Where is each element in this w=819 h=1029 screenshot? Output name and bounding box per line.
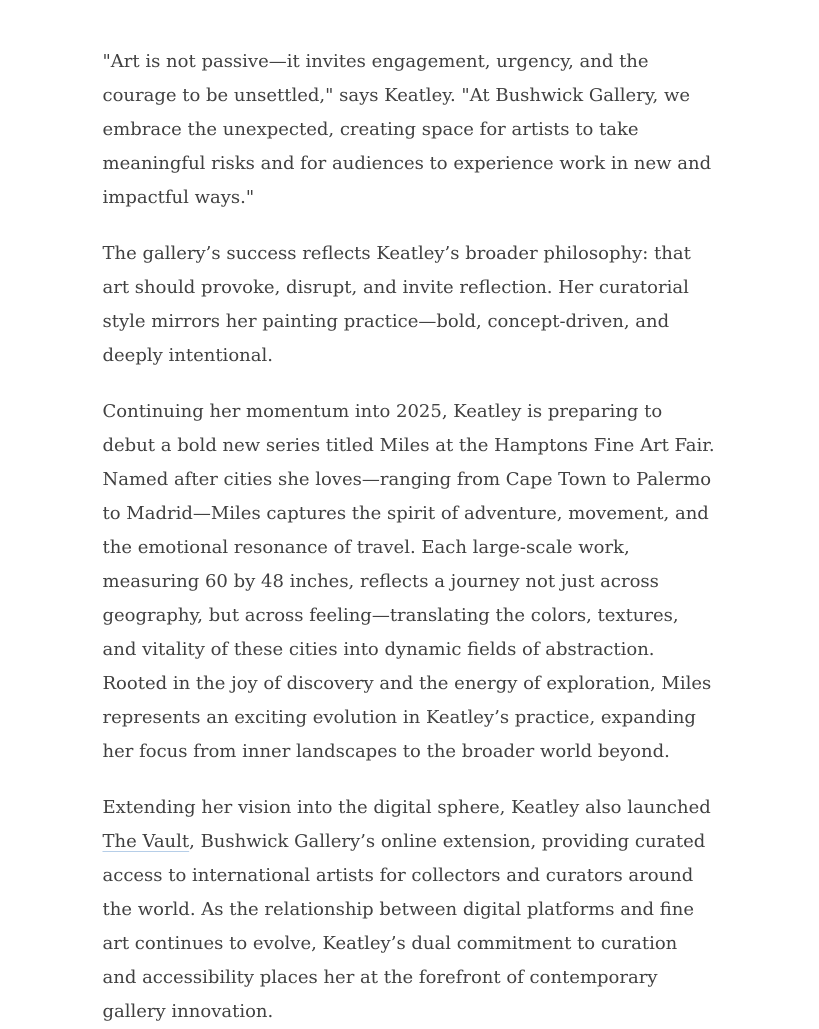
the-vault-link[interactable]: The Vault	[102, 831, 190, 852]
paragraph-keatley-quote: "Art is not passive—it invites engagement, urgency, and the courage to be unsettled," says Keatley. "At Bushwick Gallery, we embrace the unexpected, creating space for artists to take meaningful risks and for audiences to experience work in new and impactful ways."	[102, 51, 712, 208]
paragraph-text-after-link: , Bushwick Gallery’s online extension, providing curated access to international artists for collectors and curators around the world. As the relationship between digital platforms and fine art continues to evolve, Keatley’s dual commitment to curation and accessibility places her at the forefront of contemporary gallery innovation.	[102, 831, 706, 1022]
paragraph-gallery-philosophy: The gallery’s success reflects Keatley’s broader philosophy: that art should provoke, disrupt, and invite reflection. Her curatorial style mirrors her painting practice—bold, concept-driven, and deeply intentional.	[102, 243, 691, 366]
paragraph-miles-series: Continuing her momentum into 2025, Keatley is preparing to debut a bold new series titled Miles at the Hamptons Fine Art Fair. Named after cities she loves—ranging from Cape Town to Palermo to Madrid—Miles captures the spirit of adventure, movement, and the emotional resonance of travel. Each large-scale work, measuring 60 by 48 inches, reflects a journey not just across geography, but across feeling—translating the colors, textures, and vitality of these cities into dynamic fields of abstraction. Rooted in the joy of discovery and the energy of exploration, Miles represents an exciting evolution in Keatley’s practice, expanding her focus from inner landscapes to the broader world beyond.	[102, 401, 715, 762]
paragraph-the-vault	[103, 791, 717, 1029]
article-body	[103, 0, 717, 1029]
paragraph-text-before-link: Extending her vision into the digital sphere, Keatley also launched	[102, 797, 711, 818]
